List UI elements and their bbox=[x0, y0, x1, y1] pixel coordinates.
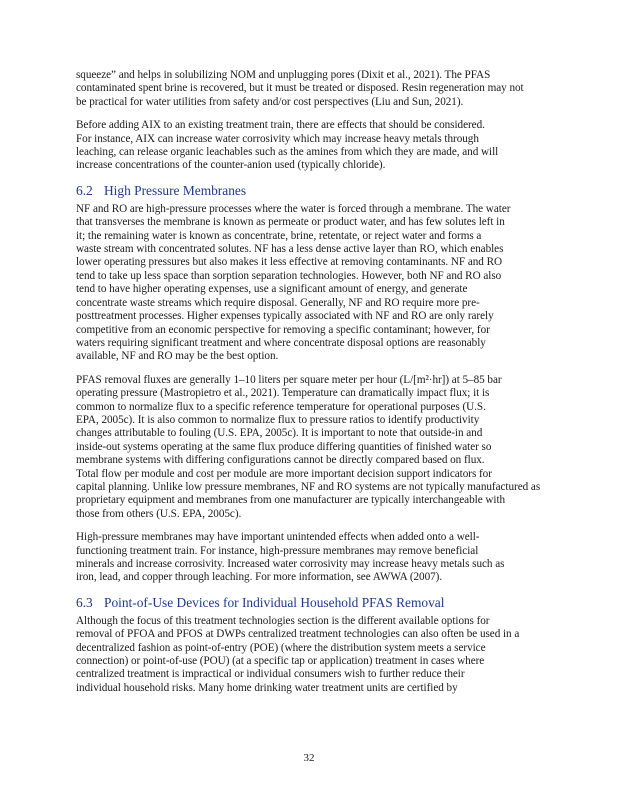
section-heading-6-2 bbox=[76, 183, 600, 199]
text-line: leaching, can release organic leachables such as the amines from which they are made, and will bbox=[76, 146, 499, 159]
text-line: connection) or point-of-use (POU) (at a specific tap or application) treatment in cases where bbox=[76, 655, 485, 668]
page-number: 32 bbox=[303, 752, 315, 764]
text-line: contaminated spent brine is recovered, but it must be treated or disposed. Resin regeneration may not bbox=[76, 82, 524, 95]
text-line: operating pressure (Mastropietro et al., 2021). Temperature can dramatically impact flux; it is bbox=[76, 387, 490, 400]
text-line: squeeze” and helps in solubilizing NOM and unplugging pores (Dixit et al., 2021). The PFAS bbox=[76, 69, 491, 81]
text-line: lower operating pressures but also makes it less effective at removing contaminants. NF and RO bbox=[76, 256, 503, 269]
text-line: EPA, 2005c). It is also common to normalize flux to pressure ratios to identify productivity bbox=[76, 413, 480, 426]
text-line: proprietary equipment and membranes from one manufacturer are typically interchangeable with bbox=[76, 494, 506, 507]
text-line: individual household risks. Many home drinking water treatment units are certified by bbox=[76, 681, 458, 694]
text-line: that transverses the membrane is known as permeate or product water, and has few solutes left in bbox=[76, 216, 505, 229]
text-line: common to normalize flux to a specific reference temperature for operational purposes (U.S. bbox=[76, 400, 486, 413]
text-line: waste stream with concentrated solutes. NF has a less dense active layer than RO, which enables bbox=[76, 243, 504, 256]
text-line: minerals and increase corrosivity. Increased water corrosivity may increase heavy metals such as bbox=[76, 558, 505, 570]
text-line: membrane systems with differing configurations cannot be directly compared based on flux. bbox=[76, 454, 485, 467]
text-line: tend to take up less space than sorption separation technologies. However, both NF and RO also bbox=[76, 269, 502, 282]
text-line: functioning treatment train. For instance, high-pressure membranes may remove beneficial bbox=[76, 544, 479, 557]
section-number: 6.3 bbox=[76, 594, 93, 610]
page-body bbox=[76, 69, 600, 705]
paragraph-aix-regeneration bbox=[76, 69, 600, 109]
text-line: competitive from an economic perspective for removing a specific contaminant; however, for bbox=[76, 323, 490, 336]
text-line: decentralized fashion as point-of-entry (POE) (where the distribution system meets a service bbox=[76, 641, 486, 654]
text-line: changes attributable to fouling (U.S. EPA, 2005c). It is important to note that outside-in and bbox=[76, 427, 483, 440]
paragraph-pou-devices bbox=[76, 615, 600, 695]
text-line: iron, lead, and copper through leaching. For more information, see AWWA (2007). bbox=[76, 571, 443, 584]
text-line: For instance, AIX can increase water corrosivity which may increase heavy metals through bbox=[76, 132, 479, 145]
section-heading-6-3 bbox=[76, 595, 600, 611]
text-line: available, NF and RO may be the best option. bbox=[76, 350, 279, 363]
text-line: increase concentrations of the counter-anion used (typically chloride). bbox=[76, 159, 386, 172]
text-line: posttreatment processes. Higher expenses typically associated with NF and RO are only rarely bbox=[76, 310, 494, 323]
text-line: removal of PFOA and PFOS at DWPs centralized treatment technologies can also often be used in a bbox=[76, 628, 520, 641]
section-number: 6.2 bbox=[76, 182, 93, 198]
text-line: Total flow per module and cost per module are more important decision support indicators for bbox=[76, 467, 492, 480]
text-line: capital planning. Unlike low pressure membranes, NF and RO systems are not typically manufactured as bbox=[76, 480, 541, 493]
text-line: inside-out systems operating at the same flux produce differing quantities of finished water so bbox=[76, 440, 492, 453]
section-title: Point-of-Use Devices for Individual Household PFAS Removal bbox=[104, 594, 445, 610]
text-line: concentrate waste streams which require disposal. Generally, NF and RO require more pre- bbox=[76, 296, 480, 309]
paragraph-flux bbox=[76, 374, 600, 521]
paragraph-aix-effects bbox=[76, 119, 600, 173]
text-line: centralized treatment is impractical or individual consumers wish to further reduce their bbox=[76, 668, 465, 681]
text-line: PFAS removal fluxes are generally 1–10 liters per square meter per hour (L/[m²·hr]) at 5–85 bar bbox=[76, 373, 502, 386]
text-line: tend to have higher operating expenses, use a significant amount of energy, and generate bbox=[76, 283, 468, 296]
paragraph-nf-ro-overview bbox=[76, 203, 600, 364]
text-line: Although the focus of this treatment technologies section is the different available options for bbox=[76, 614, 490, 627]
text-line: High-pressure membranes may have important unintended effects when added onto a well- bbox=[76, 531, 480, 544]
text-line: those from others (U.S. EPA, 2005c). bbox=[76, 507, 242, 520]
text-line: NF and RO are high-pressure processes where the water is forced through a membrane. The water bbox=[76, 202, 511, 215]
section-title: High Pressure Membranes bbox=[104, 182, 247, 198]
text-line: waters requiring significant treatment and where concentrate disposal options are reasonably bbox=[76, 336, 486, 349]
paragraph-unintended-effects bbox=[76, 531, 600, 585]
text-line: Before adding AIX to an existing treatment train, there are effects that should be considered. bbox=[76, 119, 485, 132]
text-line: it; the remaining water is known as concentrate, brine, retentate, or reject water and forms a bbox=[76, 229, 482, 242]
text-line: be practical for water utilities from safety and/or cost perspectives (Liu and Sun, 2021). bbox=[76, 95, 464, 108]
